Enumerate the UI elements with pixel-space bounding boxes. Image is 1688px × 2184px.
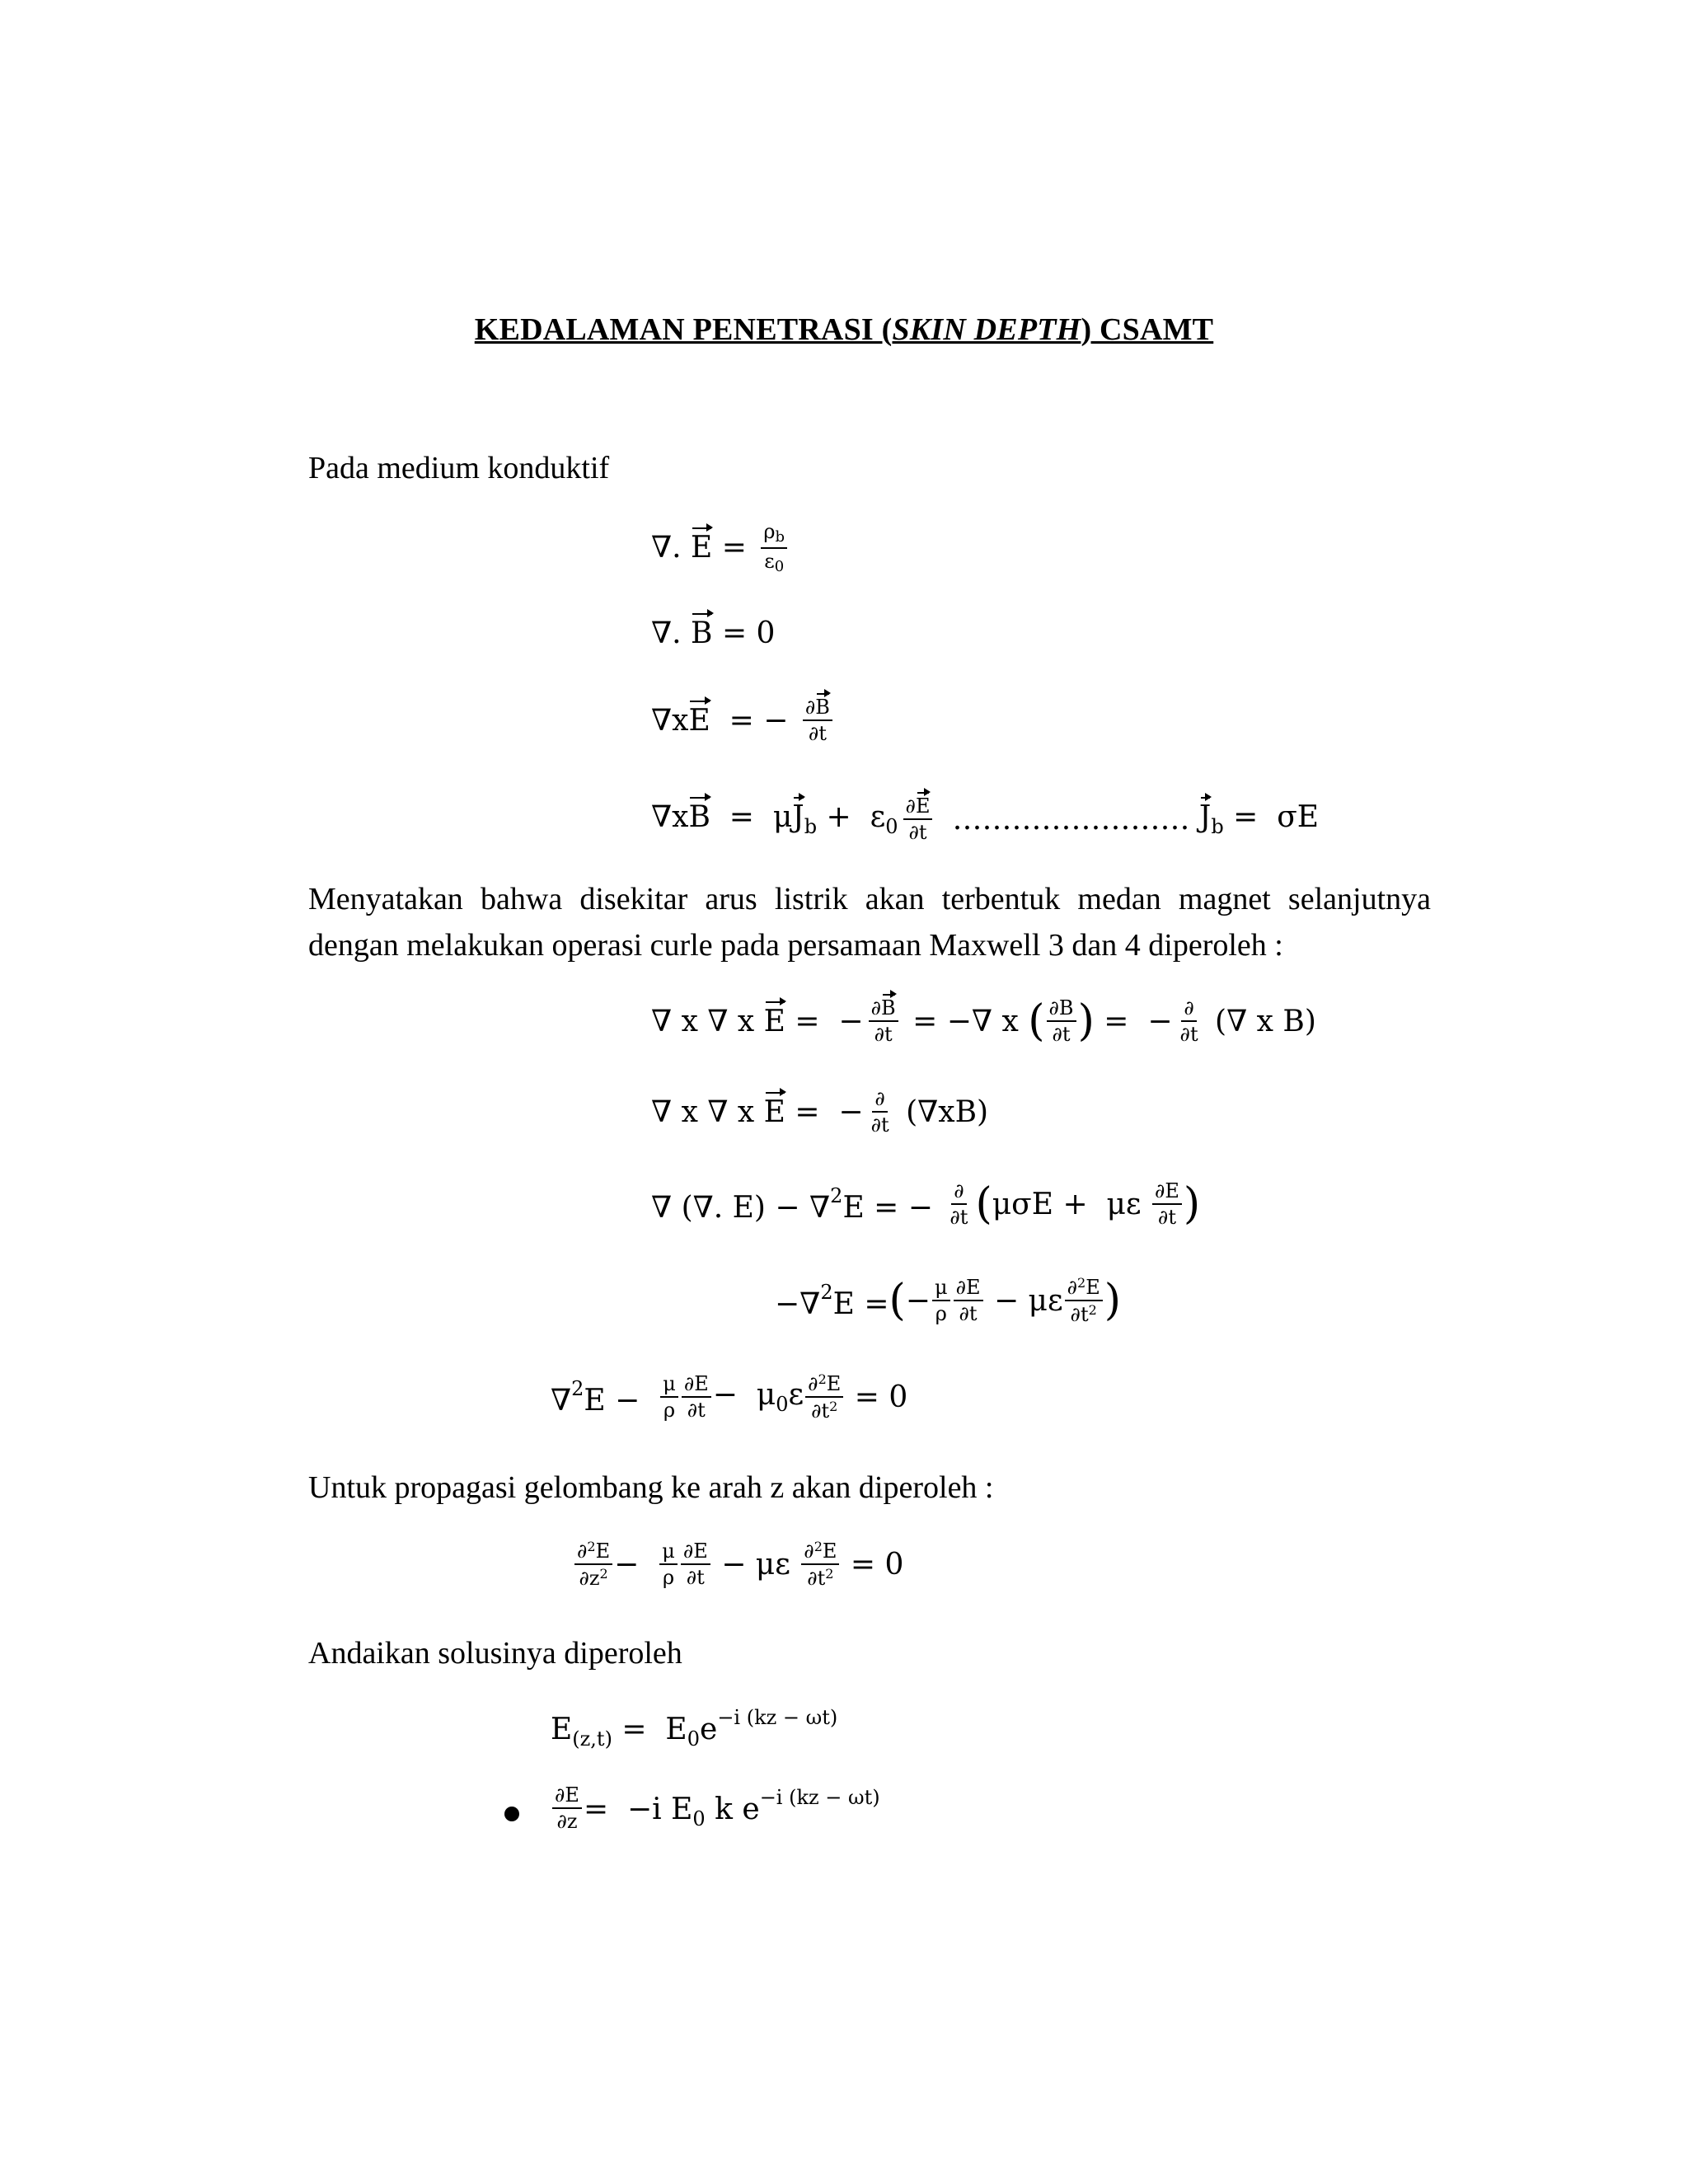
fraction-rho-epsilon: $\frac{\rho b}{\varepsilon 0}$ [761, 521, 787, 575]
fraction-dB-dt: $\frac{\partial B}{\partial t}$ [803, 696, 832, 745]
bullet-point [504, 1807, 519, 1821]
equation-curl-2: ∇ x ∇ x E = − $\frac{\partial}{\partial t}$ (∇xB) [651, 1087, 989, 1137]
title-italic: SKIN DEPTH [892, 312, 1081, 347]
equation-wave: ∇$^2$E − $\frac{\mu}{\rho}$ $\frac{\partial E}{\partial t}$ − $\mu_0\varepsilon$ $\frac{\partial^2E}{\partial t^2}$ = 0 [551, 1371, 908, 1423]
paragraph-propagation: Untuk propagasi gelombang ke arah z akan diperoleh : [308, 1470, 994, 1505]
title-suffix: ) CSAMT [1081, 312, 1214, 347]
leader-dots: …………………… [952, 802, 1190, 837]
equation-curl-3: ∇ (∇. E) − ∇$^2$E = − $\frac{\partial}{\partial t}$ ( μσE + με $\frac{\partial E}{\partial t}$ ) [651, 1179, 1201, 1230]
equation-maxwell-1: ∇. E = $\frac{\rho b}{\varepsilon 0}$ [651, 521, 792, 575]
equation-maxwell-3: ∇xE = − $\frac{\partial B}{\partial t}$ [651, 696, 837, 745]
equation-wave-z: $\frac{\partial^2E}{\partial z^2}$ − $\frac{\mu}{\rho}$ $\frac{\partial E}{\partial t}$ − με $\frac{\partial^2E}{\partial t^2}$ = 0 [573, 1540, 903, 1590]
equation-curl-1: ∇ x ∇ x E = − $\frac{\partial B}{\partial t}$ = −∇ x ( $\frac{\partial B}{\partial t}$ ) = − $\frac{\partial}{\partial t}$ (∇ x B) [651, 996, 1316, 1047]
equation-solution: $E_{(z,t)} = E_0e^{-i (kz - \omega t)}$ [551, 1706, 838, 1750]
title-prefix: KEDALAMAN PENETRASI ( [474, 312, 893, 347]
equation-derivative: $\frac{\partial E}{\partial z}$ = −i $E_0$ k $e^{-i (kz - \omega t)}$ [551, 1784, 880, 1833]
equation-maxwell-2: ∇. B = 0 [651, 616, 776, 650]
paragraph-solution: Andaikan solusinya diperoleh [308, 1636, 682, 1671]
paragraph-statement: Menyatakan bahwa disekitar arus listrik akan terbentuk medan magnet selanjutnya dengan melakukan operasi curle pada persamaan Maxwell 3 dan 4 diperoleh : [308, 882, 1431, 963]
equation-maxwell-4: $\nabla xB = \mu J_b + \varepsilon_0$ $\frac{\partial E}{\partial t}$ …………………… $J_b = \sigma E$ [651, 794, 1320, 845]
fraction-dE-dt: $\frac{\partial E}{\partial t}$ [903, 795, 933, 844]
equation-curl-4: −∇$^2$E = ( − $\frac{\mu}{\rho}$ $\frac{\partial E}{\partial t}$ − με $\frac{\partial^2E}{\partial t^2}$ ) [775, 1275, 1122, 1327]
paragraph-medium: Pada medium konduktif [308, 451, 610, 485]
document-title [0, 312, 1688, 348]
